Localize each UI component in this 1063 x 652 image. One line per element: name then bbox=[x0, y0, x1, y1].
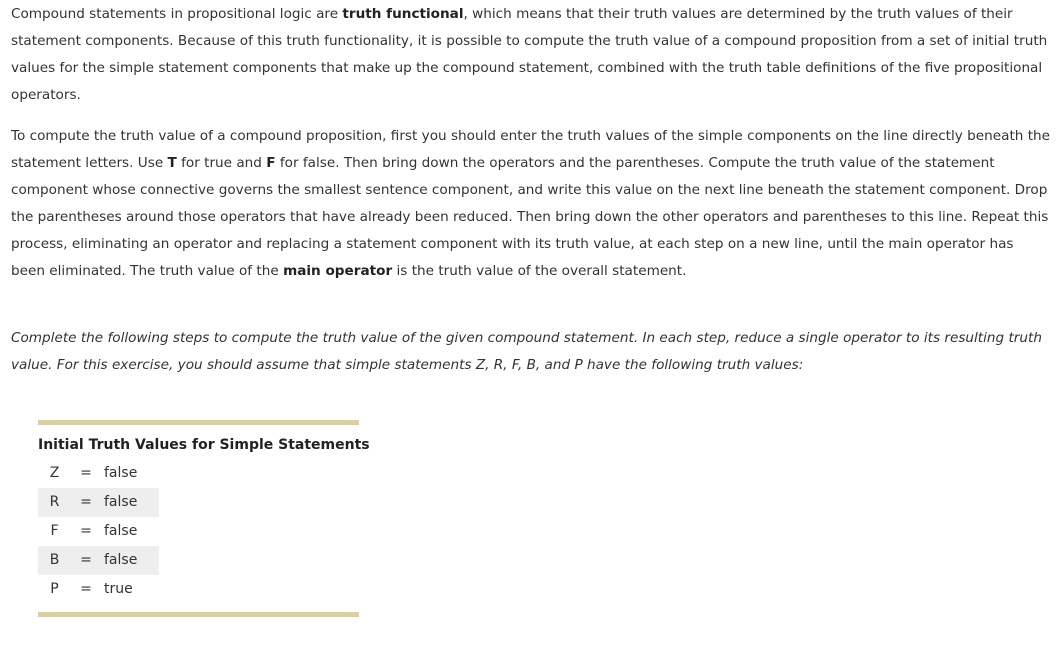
statement-letter: P bbox=[50, 581, 59, 597]
main-operator-term: main operator bbox=[283, 263, 393, 279]
table-row bbox=[38, 575, 159, 604]
statement-letter: F bbox=[50, 523, 59, 539]
statement-letter: R bbox=[49, 494, 60, 510]
method-paragraph: To compute the truth value of a compound proposition, first you should enter the truth values of the simple components on the line directly beneath the statement letters. Use T for true and F for false. Then bring down the operators and the parentheses. Compute the truth value of the statement component whose connective governs the smallest sentence component, and write this value on the next line beneath the statement component. Drop the parentheses around those operators that have already been reduced. Then bring down the other operators and parentheses to this line. Repeat this process, eliminating an operator and replacing a statement component with its truth value, at each step on a new line, until the main operator has been eliminated. The truth value of the main operator is the truth value of the overall statement. bbox=[11, 128, 1051, 279]
false-symbol: F bbox=[266, 155, 276, 171]
statement-letter: B bbox=[49, 552, 60, 568]
truth-values-table bbox=[38, 420, 370, 617]
truth-value: false bbox=[104, 465, 138, 481]
truth-value: false bbox=[104, 494, 138, 510]
table-row bbox=[38, 488, 159, 517]
table-rows bbox=[38, 459, 359, 604]
equals-sign: = bbox=[80, 494, 92, 510]
true-symbol: T bbox=[167, 155, 177, 171]
table-title: Initial Truth Values for Simple Statements bbox=[38, 437, 370, 453]
table-row bbox=[38, 459, 159, 488]
equals-sign: = bbox=[80, 523, 92, 539]
table-bottom-rule bbox=[38, 612, 359, 617]
equals-sign: = bbox=[80, 465, 92, 481]
truth-functional-term: truth functional bbox=[342, 6, 464, 22]
truth-value: false bbox=[104, 523, 138, 539]
intro-paragraph: Compound statements in propositional logic are truth functional, which means that their truth values are determined by the truth values of their statement components. Because of this truth functionality, it is possible to compute the truth value of a compound proposition from a set of initial truth values for the simple statement components that make up the compound statement, combined with the truth table definitions of the five propositional operators. bbox=[11, 6, 1048, 103]
equals-sign: = bbox=[80, 581, 92, 597]
equals-sign: = bbox=[80, 552, 92, 568]
truth-value: false bbox=[104, 552, 138, 568]
table-row bbox=[38, 517, 159, 546]
main-content bbox=[11, 1, 1051, 379]
table-row bbox=[38, 546, 159, 575]
statement-letter: Z bbox=[49, 465, 60, 481]
truth-value: true bbox=[104, 581, 133, 597]
exercise-instructions: Complete the following steps to compute the truth value of the given compound statement. In each step, reduce a single operator to its resulting truth value. For this exercise, you should assume that simple statements Z, R, F, B, and P have the following truth values: bbox=[11, 330, 1042, 373]
table-top-rule bbox=[38, 420, 359, 425]
